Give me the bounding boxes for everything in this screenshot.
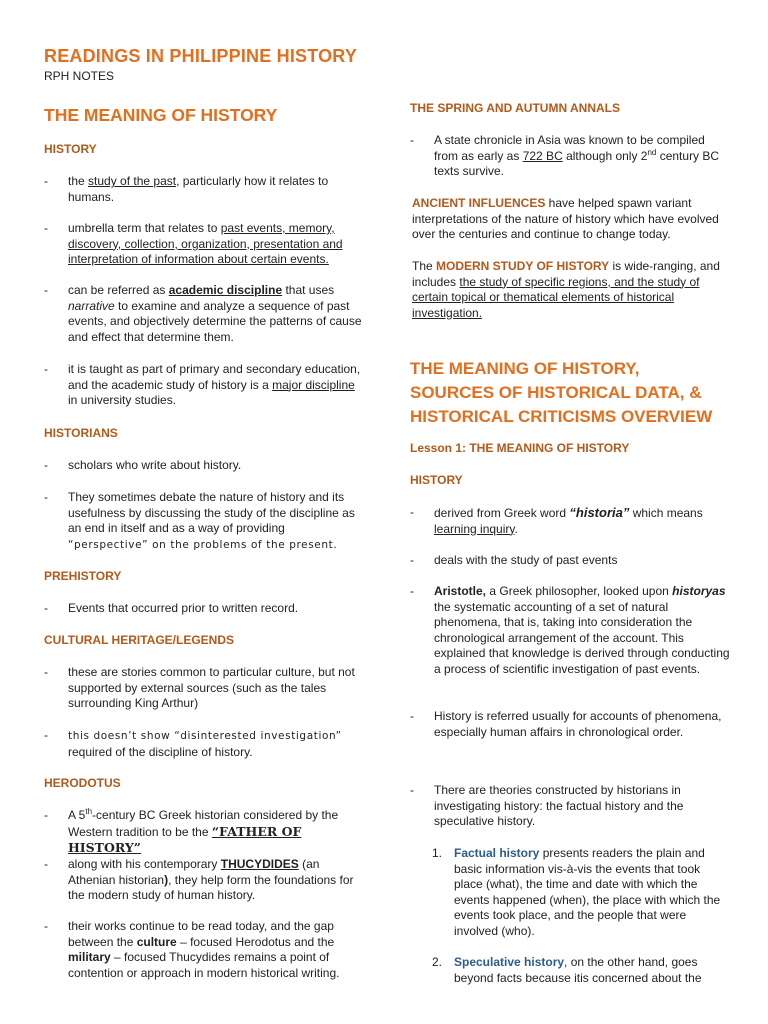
- list-item: - along with his contemporary THUCYDIDES (an Athenian historian), they help form the foundations for the modern study of human history.: [44, 857, 354, 903]
- list-item: - it is taught as part of primary and secondary education, and the academic study of history is a major discipline in university studies.: [44, 362, 361, 408]
- list-item: - scholars who write about history.: [44, 458, 242, 472]
- numbered-item: 2. Speculative history, on the other hand, goes beyond facts because itis concerned about the: [432, 955, 702, 985]
- list-item: - Aristotle, a Greek philosopher, looked upon historyas the systematic accounting of a set of natural phenomena, that is, taking into consideration the chronological arrangement of the account. This explained that knowledge is derived through conducting a process of scientific investigation of past events.: [410, 584, 730, 676]
- list-item: - these are stories common to particular culture, but not supported by external sources (such as the tales surrounding King Arthur): [44, 665, 355, 711]
- ancient-influences-paragraph: ANCIENT INFLUENCES have helped spawn variant interpretations of the nature of history which have evolved over the centuries and continue to change today.: [412, 196, 719, 242]
- list-item: - History is referred usually for accounts of phenomena, especially human affairs in chronological order.: [410, 709, 722, 739]
- prehistory-heading: PREHISTORY: [44, 569, 122, 583]
- doc-title: READINGS IN PHILIPPINE HISTORY: [44, 46, 358, 66]
- list-item: - deals with the study of past events: [410, 553, 618, 567]
- historians-heading: HISTORIANS: [44, 426, 118, 440]
- list-item: - A 5th-century BC Greek historian considered by the Western tradition to be the “FATHER OF HISTORY”: [44, 807, 339, 856]
- list-item: - They sometimes debate the nature of history and its usefulness by discussing the study of the discipline as an end in itself and as a way of providing “perspective” on the problems of the present.: [44, 490, 355, 551]
- doc-subtitle: RPH NOTES: [44, 69, 115, 83]
- list-item: - umbrella term that relates to past events, memory, discovery, collection, organization, presentation and interpretation of information about certain events.: [44, 221, 343, 267]
- section-title: THE MEANING OF HISTORY: [44, 105, 278, 125]
- overview-title: THE MEANING OF HISTORY, SOURCES OF HISTORICAL DATA, & HISTORICAL CRITICISMS OVERVIEW: [410, 359, 713, 426]
- list-item: - A state chronicle in Asia was known to be compiled from as early as 722 BC although only 2nd century BC texts survive.: [410, 133, 720, 179]
- modern-study-paragraph: The MODERN STUDY OF HISTORY is wide-ranging, and includes the study of specific regions, and the study of certain topical or thematical elements of historical investigation.: [412, 259, 720, 320]
- list-item: - There are theories constructed by historians in investigating history: the factual history and the speculative history.: [410, 783, 684, 829]
- lesson-heading: Lesson 1: THE MEANING OF HISTORY: [410, 441, 630, 455]
- list-item: - derived from Greek word “historia” which means learning inquiry.: [410, 505, 703, 536]
- list-item: - the study of the past, particularly how it relates to humans.: [44, 174, 329, 204]
- annals-heading: THE SPRING AND AUTUMN ANNALS: [410, 101, 620, 115]
- list-item: - their works continue to be read today, and the gap between the culture – focused Herodotus and the military – focused Thucydides remains a point of contention or approach in modern historical writing.: [44, 919, 340, 980]
- cultural-heading: CULTURAL HERITAGE/LEGENDS: [44, 633, 235, 647]
- history-heading-2: HISTORY: [410, 473, 463, 487]
- numbered-item: 1. Factual history presents readers the plain and basic information vis-à-vis the events that took place (what), the time and date with which the events happened (when), the place with which the events took place, and the people that were involved (who).: [432, 846, 721, 938]
- list-item: - can be referred as academic discipline that uses narrative to examine and analyze a sequence of past events, and objectively determine the patterns of cause and effect that determine them.: [44, 283, 362, 344]
- list-item: - Events that occurred prior to written record.: [44, 601, 299, 615]
- history-heading: HISTORY: [44, 142, 97, 156]
- herodotus-heading: HERODOTUS: [44, 776, 121, 790]
- list-item: - this doesn’t show “disinterested investigation” required of the discipline of history.: [44, 728, 342, 759]
